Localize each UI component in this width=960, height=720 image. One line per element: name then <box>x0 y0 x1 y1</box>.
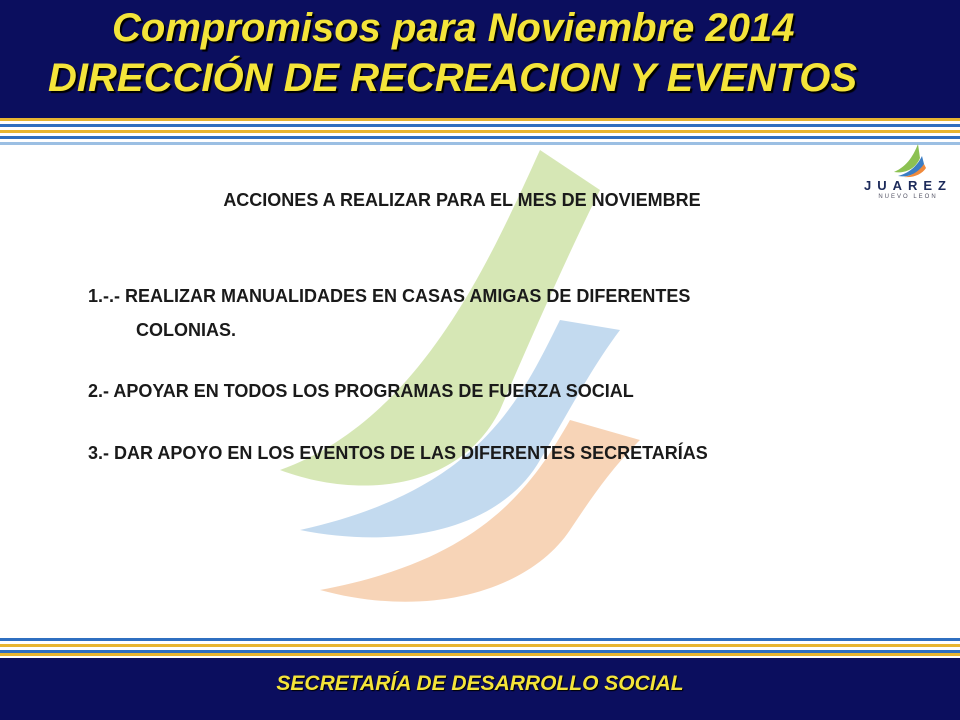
list-item-2: 2.- APOYAR EN TODOS LOS PROGRAMAS DE FUERZA SOCIAL <box>88 381 634 401</box>
title-line-1: Compromisos para Noviembre 2014 <box>112 6 795 50</box>
section-heading: ACCIONES A REALIZAR PARA EL MES DE NOVIEMBRE <box>223 190 701 210</box>
list-item-3: 3.- DAR APOYO EN LOS EVENTOS DE LAS DIFERENTES SECRETARÍAS <box>88 443 708 463</box>
title-line-2: DIRECCIÓN DE RECREACION Y EVENTOS <box>48 56 858 100</box>
bottom-stripes <box>0 638 960 658</box>
logo-wordmark: JUAREZ <box>863 178 952 193</box>
footer-bar <box>0 658 960 720</box>
list-item-1: 1.-.- REALIZAR MANUALIDADES EN CASAS AMIGAS DE DIFERENTES <box>88 286 691 306</box>
list-item-1-continued: COLONIAS. <box>136 320 237 340</box>
footer-title: SECRETARÍA DE DESARROLLO SOCIAL <box>276 672 684 695</box>
logo-subtitle: NUEVO LEON <box>878 194 938 200</box>
